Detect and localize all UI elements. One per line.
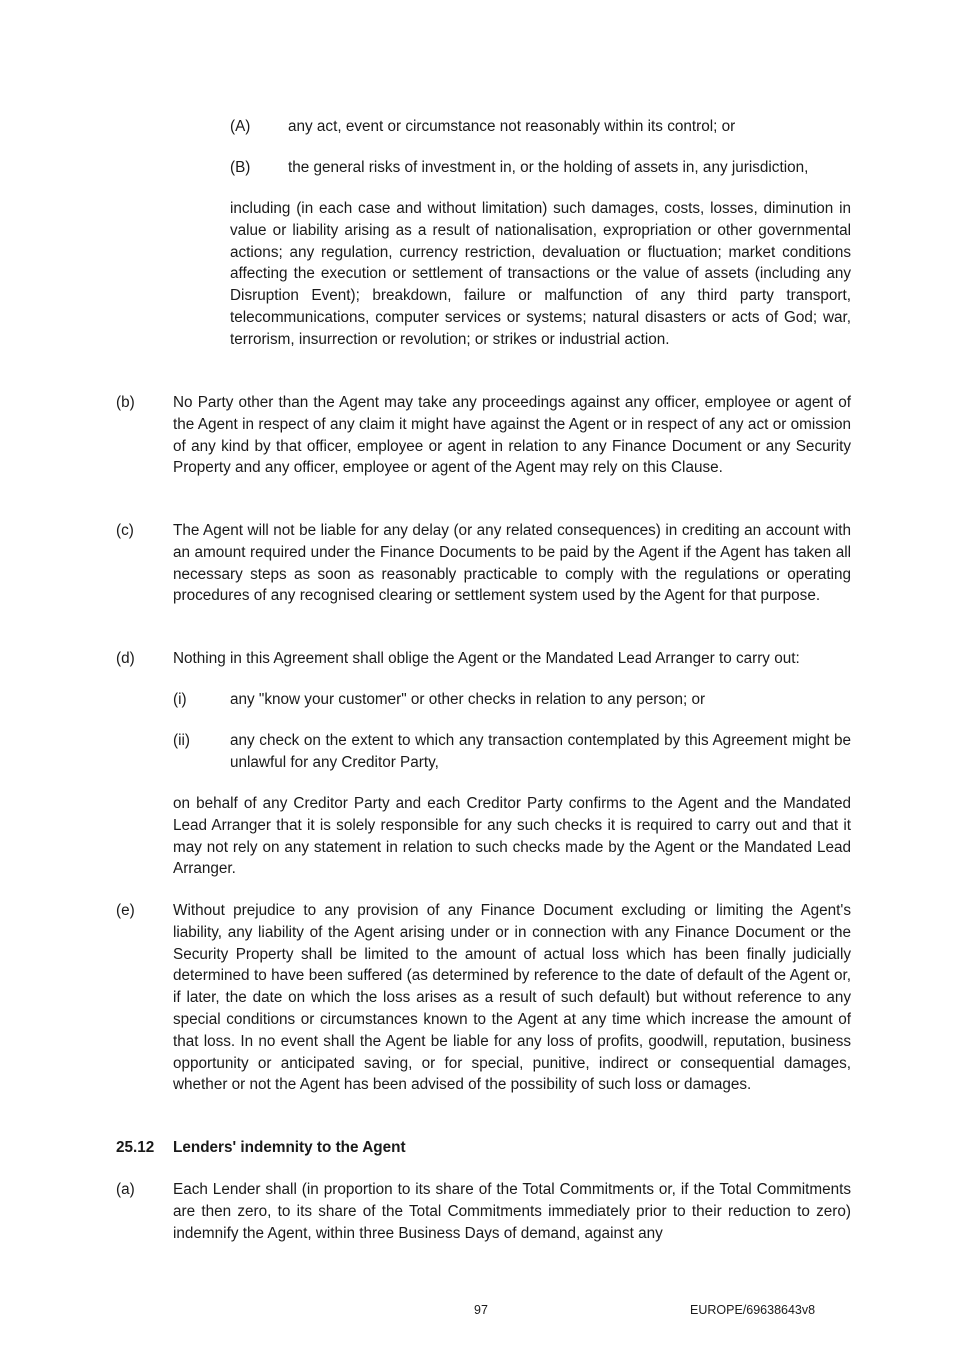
item-i-label: (i) [173, 691, 187, 708]
page-number: 97 [474, 1303, 488, 1317]
section-number: 25.12 [116, 1139, 155, 1156]
item-B-text: the general risks of investment in, or the holding of assets in, any jurisdiction, [288, 159, 809, 176]
item-d-label: (d) [116, 650, 135, 667]
item-B-label: (B) [230, 159, 251, 176]
item-b-label: (b) [116, 394, 135, 411]
item-A-text: any act, event or circumstance not reasonably within its control; or [288, 118, 736, 135]
item-ii-label: (ii) [173, 732, 190, 749]
document-reference: EUROPE/69638643v8 [690, 1303, 816, 1317]
section-item-a-text: Each Lender shall (in proportion to its share of the Total Commitments or, if the Total Commitments are then zero, to its share of the Total Commitments immediately prior to their reduction to zero) indemnify the Agent, within three Business Days of demand, against any [173, 1181, 851, 1242]
item-c-text: The Agent will not be liable for any delay (or any related consequences) in crediting an account with an amount required under the Finance Documents to be paid by the Agent if the Agent has taken all necessary steps as soon as reasonably practicable to comply with the regulations or operating procedures of any recognised clearing or settlement system used by the Agent for that purpose. [173, 522, 851, 605]
item-i-text: any "know your customer" or other checks in relation to any person; or [230, 691, 706, 708]
section-item-a-label: (a) [116, 1181, 135, 1198]
section-title: Lenders' indemnity to the Agent [173, 1139, 406, 1156]
item-d-text: Nothing in this Agreement shall oblige the Agent or the Mandated Lead Arranger to carry out: [173, 650, 800, 667]
item-ii-text: any check on the extent to which any transaction contemplated by this Agreement might be unlawful for any Creditor Party, [230, 732, 851, 771]
item-e-text: Without prejudice to any provision of any Finance Document excluding or limiting the Agent's liability, any liability of the Agent arising under or in connection with any Finance Document or the Security Property shall be limited to the amount of actual loss which has been finally judicially determined to have been suffered (as determined by reference to the date of default of the Agent or, if later, the date on which the loss arises as a result of such default) but without reference to any special conditions or circumstances known to the Agent at any time which increase the amount of that loss. In no event shall the Agent be liable for any loss of profits, goodwill, reputation, business opportunity or anticipated saving, or for special, punitive, indirect or consequential damages, whether or not the Agent has been advised of the possibility of such loss or damages. [173, 902, 851, 1094]
item-b-text: No Party other than the Agent may take any proceedings against any officer, employee or agent of the Agent in respect of any claim it might have against the Agent or in respect of any act or omission of any kind by that officer, employee or agent in relation to any Finance Document or any Security Property and any officer, employee or agent of the Agent may rely on this Clause. [173, 394, 851, 477]
item-e-label: (e) [116, 902, 135, 919]
including-paragraph: including (in each case and without limitation) such damages, costs, losses, diminution in value or liability arising as a result of nationalisation, expropriation or other governmental actions; any regulation, currency restriction, devaluation or fluctuation; market conditions affecting the execution or settlement of transactions or the value of assets (including any Disruption Event); breakdown, failure or malfunction of any third party transport, telecommunications, computer services or systems; natural disasters or acts of God; war, terrorism, insurrection or revolution; or strikes or industrial action. [230, 200, 851, 348]
on-behalf-paragraph: on behalf of any Creditor Party and each Creditor Party confirms to the Agent and the Mandated Lead Arranger that it is solely responsible for any such checks it is required to carry out and that it may not rely on any statement in relation to such checks made by the Agent or the Mandated Lead Arranger. [173, 795, 851, 878]
item-c-label: (c) [116, 522, 134, 539]
item-A-label: (A) [230, 118, 251, 135]
